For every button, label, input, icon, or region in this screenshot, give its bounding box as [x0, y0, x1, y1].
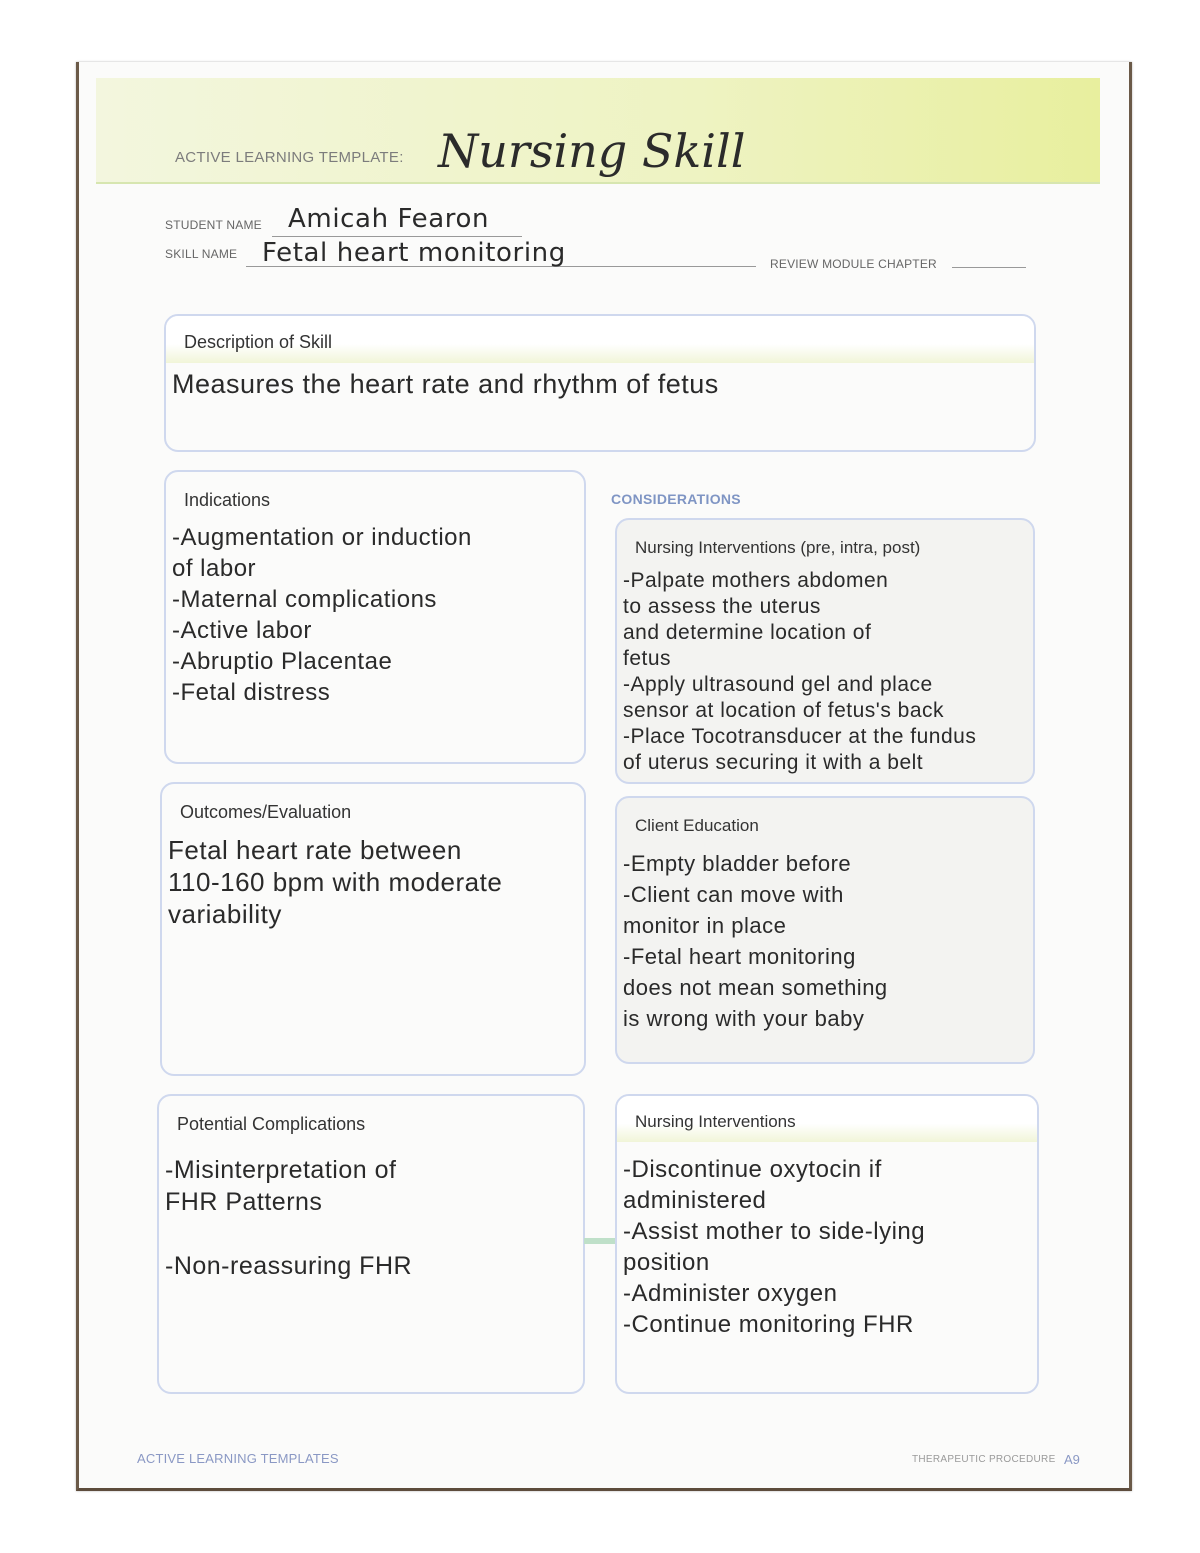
- description-title: Description of Skill: [166, 316, 1034, 363]
- skill-name-value[interactable]: Fetal heart monitoring: [262, 238, 566, 268]
- indications-box: [164, 470, 586, 764]
- considerations-label: CONSIDERATIONS: [611, 491, 741, 507]
- potential-complications-box: [157, 1094, 585, 1394]
- description-box: [164, 314, 1036, 452]
- outcomes-box: [160, 782, 586, 1076]
- footer-left: ACTIVE LEARNING TEMPLATES: [137, 1451, 339, 1466]
- student-name-label: STUDENT NAME: [165, 218, 262, 232]
- outcomes-text[interactable]: Fetal heart rate between 110-160 bpm with moderate variability: [168, 835, 503, 929]
- potential-complications-text[interactable]: -Misinterpretation of FHR Patterns -Non-reassuring FHR: [165, 1156, 413, 1280]
- student-name-value[interactable]: Amicah Fearon: [288, 204, 490, 234]
- skill-name-label: SKILL NAME: [165, 247, 238, 261]
- client-education-box: [615, 796, 1035, 1064]
- student-name-line: [272, 236, 522, 237]
- client-education-text[interactable]: -Empty bladder before -Client can move with monitor in place -Fetal heart monitoring does not mean something is wrong with your baby: [623, 851, 888, 1031]
- box-connector: [584, 1238, 616, 1244]
- potential-complications-title: Potential Complications: [177, 1114, 366, 1134]
- nursing-interventions-box: [615, 1094, 1039, 1394]
- review-module-label: REVIEW MODULE CHAPTER: [770, 257, 937, 271]
- page-title: Nursing Skill: [438, 124, 746, 178]
- nursing-interventions-text[interactable]: -Discontinue oxytocin if administered -Assist mother to side-lying position -Administer oxygen -Continue monitoring FHR: [623, 1156, 926, 1338]
- nursing-interventions-ppp-text[interactable]: -Palpate mothers abdomen to assess the uterus and determine location of fetus -Apply ultrasound gel and place sensor at location of fetus's back -Place Tocotransducer at the fundus of uterus securing it with a belt: [623, 569, 977, 774]
- nursing-interventions-title: Nursing Interventions: [617, 1096, 1037, 1142]
- review-module-line[interactable]: [952, 267, 1026, 268]
- page-number: A9: [1064, 1452, 1080, 1467]
- client-education-title: Client Education: [635, 816, 759, 835]
- nursing-interventions-ppp-box: [615, 518, 1035, 784]
- footer-right: THERAPEUTIC PROCEDURE: [912, 1454, 1056, 1465]
- description-text[interactable]: Measures the heart rate and rhythm of fetus: [172, 369, 719, 399]
- indications-title: Indications: [184, 490, 271, 510]
- indications-text[interactable]: -Augmentation or induction of labor -Maternal complications -Active labor -Abruptio Placentae -Fetal distress: [172, 524, 472, 706]
- outcomes-title: Outcomes/Evaluation: [180, 802, 352, 822]
- nursing-interventions-ppp-title: Nursing Interventions (pre, intra, post): [635, 538, 921, 557]
- template-label: ACTIVE LEARNING TEMPLATE:: [175, 149, 404, 166]
